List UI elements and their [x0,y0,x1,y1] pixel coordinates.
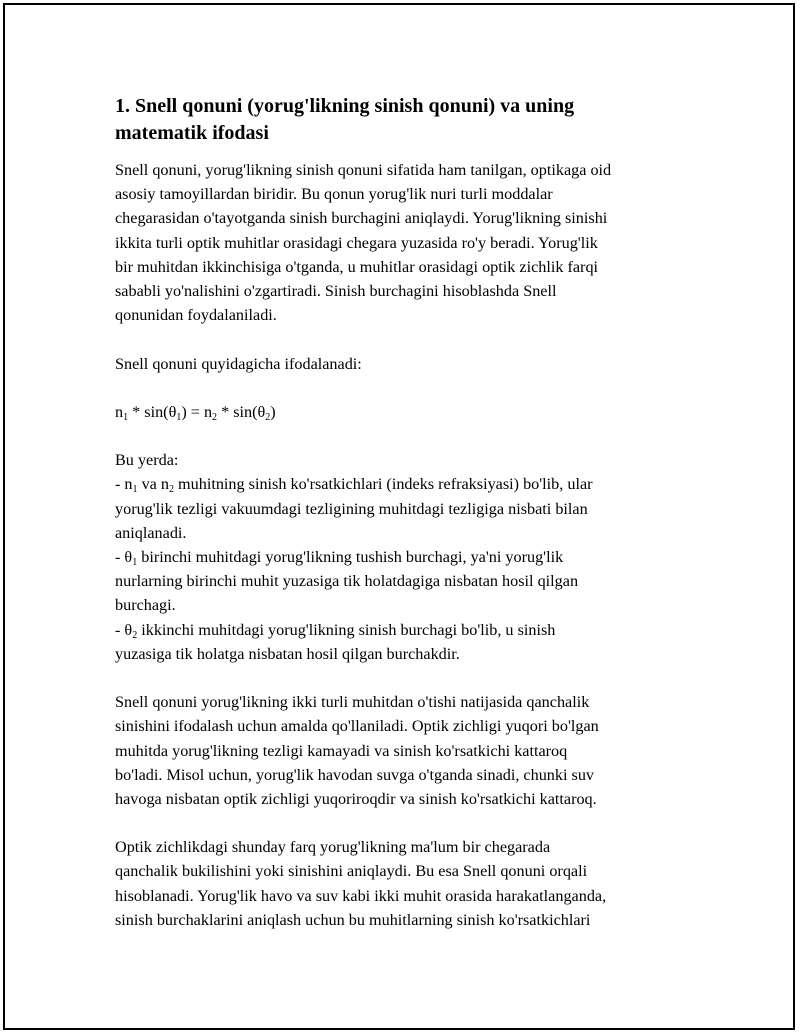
text-line: sinish burchaklarini aniqlash uchun bu muhitlarning sinish ko'rsatkichlari [115,910,591,929]
text-line: bir muhitdan ikkinchisiga o'tganda, u muhitlar orasidagi optik zichlik farqi [115,257,599,276]
blank-line [115,811,685,835]
formula-n2: $n_2$ [203,402,218,423]
document-content [115,93,685,932]
blank-line [115,327,685,351]
snell-formula: $n_1 * \sin(\theta_1) = n_2 * \sin(\theta_2)$ [115,402,276,423]
heading-line-2: matematik ifodasi [115,122,269,144]
definition-theta1: - $\theta_1$ birinchi muhitdagi yorug'likning tushish burchagi, ya'ni yorug'lik [115,548,564,568]
definition-n: - $n_1$ va $n_2$ muhitning sinish ko'rsatkichlari (indeks refraksiyasi) bo'lib, ular [115,475,593,496]
text-line: muhitda yorug'likning tezligi kamayadi va sinish ko'rsatkichi kattaroq [115,741,568,760]
text-line: ikkita turli optik muhitlar orasidagi chegara yuzasida ro'y beradi. Yorug'lik [115,233,598,252]
text-line: sinishini ifodalash uchun amalda qo'llaniladi. Optik zichligi yuqori bo'lgan [115,717,599,736]
text-line: aniqlanadi. [115,523,187,542]
paragraph-1 [115,158,685,327]
text-line: Optik zichlikdagi shunday farq yorug'likning ma'lum bir chegarada [115,838,551,857]
text-line: hisoblanadi. Yorug'lik havo va suv kabi ikki muhit orasida harakatlanganda, [115,886,607,905]
text-line: bo'ladi. Misol uchun, yorug'lik havodan suvga o'tganda sinadi, chunki suv [115,765,595,784]
blank-line [115,666,685,690]
blank-line [115,376,685,400]
heading-line-1: 1. Snell qonuni (yorug'likning sinish qonuni) va uning [115,95,575,117]
text-line: nurlarning birinchi muhit yuzasiga tik holatdagiga nisbatan hosil qilgan [115,572,579,591]
paragraph-3 [115,835,685,932]
blank-line [115,424,685,448]
text-line: qonunidan foydalaniladi. [115,306,277,325]
text-line: qanchalik bukilishini yoki sinishini aniqlaydi. Bu esa Snell qonuni orqali [115,862,588,881]
paragraph-2 [115,690,685,811]
text-line: chegarasidan o'tayotganda sinish burchagini aniqlaydi. Yorug'likning sinishi [115,209,608,228]
formula-intro: Snell qonuni quyidagicha ifodalanadi: [115,354,362,373]
text-line: yuzasiga tik holatga nisbatan hosil qilgan burchakdir. [115,644,460,663]
text-line: burchagi. [115,596,176,615]
section-heading [115,93,685,147]
formula-theta1: $\theta_1$ [168,402,182,423]
text-line: havoga nisbatan optik zichligi yuqoriroqdir va sinish ko'rsatkichi kattaroq. [115,789,597,808]
text-line: asosiy tamoyillardan biridir. Bu qonun yorug'lik nuri turli moddalar [115,185,553,204]
text-line: yorug'lik tezligi vakuumdagi tezligining muhitdagi tezligiga nisbati bilan [115,499,588,518]
text-line: sababli yo'nalishini o'zgartiradi. Sinish burchagini hisoblashda Snell [115,281,557,300]
text-line: Snell qonuni, yorug'likning sinish qonuni sifatida ham tanilgan, optikaga oid [115,161,612,179]
definition-list [115,472,685,666]
formula-theta2: $\theta_2$ [257,402,271,423]
formula-n1: $n_1$ [115,402,129,423]
text-line: Snell qonuni yorug'likning ikki turli muhitdan o'tishi natijasida qanchalik [115,693,590,712]
definition-theta2: - $\theta_2$ ikkinchi muhitdagi yorug'likning sinish burchagi bo'lib, u sinish [115,620,556,641]
where-label: Bu yerda: [115,451,179,470]
